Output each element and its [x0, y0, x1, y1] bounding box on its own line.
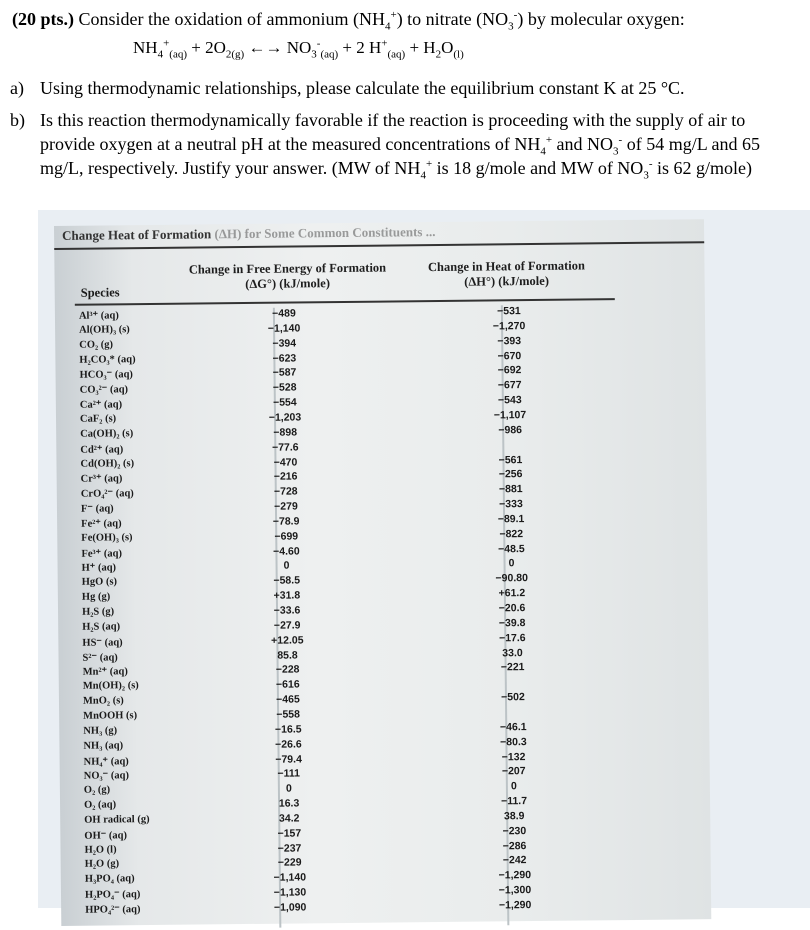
free-energy-cell: +12.05	[271, 634, 304, 647]
heat-formation-cell: −502	[501, 691, 525, 704]
species-cell: Al³⁺ (aq)	[78, 310, 119, 322]
species-cell: Fe³⁺ (aq)	[81, 547, 122, 560]
species-header: Species	[80, 285, 120, 300]
heat-formation-cell: −881	[498, 483, 523, 496]
species-cell: CrO₄²⁻ (aq)	[80, 488, 134, 500]
species-cell: NH₃ (g)	[83, 725, 118, 737]
heat-formation-cell: −207	[501, 765, 526, 778]
species-cell: O₂ (g)	[83, 784, 111, 796]
part-b: b) Is this reaction thermodynamically favorable if the reaction is proceeding with the supply of air to provide oxygen at a neutral pH at the measured concentrations of $NH_4^+$ and $NO_3^-$ of 54 mg/L and 65 mg/L, respectively. Justify your answer. (MW of $NH_4^+$ is 18 g/mole and MW of $NO_3^-$ is 62 g/mole)	[10, 110, 761, 182]
heat-formation-cell: −677	[497, 379, 522, 392]
heat-formation-cell: −1,290	[498, 899, 532, 912]
species-cell: CO₂ (g)	[79, 339, 114, 351]
free-energy-cell: −898	[273, 426, 298, 439]
free-energy-cell: −465	[276, 693, 300, 706]
heat-formation-cell: −39.8	[498, 616, 526, 630]
free-energy-cell: −33.6	[273, 604, 301, 617]
species-cell: O₂ (aq)	[84, 799, 117, 811]
species-cell: NO₃⁻ (aq)	[83, 770, 129, 783]
free-energy-cell: −237	[277, 842, 302, 855]
free-energy-cell: −1,090	[273, 901, 307, 914]
heat-formation-cell: −531	[497, 305, 521, 318]
free-energy-cell: −4.60	[273, 545, 300, 558]
free-energy-cell: −228	[275, 663, 300, 677]
heat-formation-cell: 0	[508, 557, 515, 570]
species-cell: Al(OH)₃ (s)	[79, 324, 130, 336]
free-energy-header: Change in Free Energy of Formation (ΔG°) (kJ/mole)	[188, 260, 387, 291]
species-cell: H₃PO₄ (aq)	[84, 873, 135, 886]
heat-formation-cell: −670	[497, 349, 522, 362]
table-sheet	[54, 219, 711, 926]
points-label: (20 pts.)	[12, 9, 74, 29]
heat-formation-cell: −221	[500, 661, 525, 674]
species-cell: OH⁻ (aq)	[84, 830, 128, 842]
heat-formation-cell: 38.9	[503, 809, 525, 823]
free-energy-cell: −554	[272, 396, 297, 409]
heat-formation-cell: −242	[502, 854, 527, 867]
free-energy-cell: 34.2	[278, 812, 300, 825]
species-cell: Ca(OH)₂ (s)	[80, 427, 134, 440]
free-energy-cell: 0	[283, 559, 290, 573]
heat-formation-cell: −692	[497, 364, 522, 377]
heat-formation-cell: −48.5	[498, 542, 525, 555]
free-energy-cell: −528	[272, 381, 297, 394]
species-cell: NH₃ (aq)	[83, 739, 124, 752]
free-energy-cell: −58.5	[273, 574, 301, 588]
heat-formation-cell: −986	[498, 423, 523, 437]
free-energy-cell: −1,203	[268, 411, 302, 424]
heat-formation-cell: −561	[498, 453, 523, 466]
heat-formation-cell: −286	[502, 839, 527, 852]
species-cell: HPO₄²⁻ (aq)	[85, 904, 141, 916]
heat-formation-cell: −1,270	[492, 319, 526, 333]
heat-formation-cell: −11.7	[500, 795, 528, 808]
species-cell: H₂O (l)	[84, 843, 117, 856]
species-cell: Fe(OH)₃ (s)	[81, 531, 133, 544]
heat-formation-cell: −80.3	[500, 735, 527, 748]
heat-formation-cell: −543	[497, 394, 522, 407]
free-energy-cell: −216	[273, 470, 298, 484]
reaction-equation: $NH_4^+_{(aq)} + 2O_{2(g)}$ ←→ $NO_3^-_{(aq)} + 2$ $H^+_{(aq)} + H_2O_{(l)}$	[133, 37, 464, 61]
species-cell: OH radical (g)	[84, 813, 150, 826]
heat-formation-cell	[479, 706, 547, 707]
species-cell: F⁻ (aq)	[80, 503, 114, 515]
table-title: Change Heat of Formation (ΔH) for Some Common Constituents ...	[62, 224, 436, 243]
species-cell: Hg (g)	[81, 591, 111, 603]
species-cell: HgO (s)	[81, 576, 118, 589]
free-energy-cell: −157	[277, 827, 302, 840]
species-cell: H₂O (g)	[84, 858, 120, 871]
heat-formation-cell: 33.0	[502, 646, 523, 659]
free-energy-cell: −1,140	[273, 871, 307, 885]
species-cell: Cd(OH)₂ (s)	[80, 457, 135, 470]
species-cell: Ca²⁺ (aq)	[79, 399, 123, 411]
free-energy-cell: −279	[274, 500, 298, 513]
free-energy-cell: −470	[273, 455, 298, 469]
species-cell: HCO₃⁻ (aq)	[79, 369, 133, 382]
heat-formation-cell: −1,300	[498, 884, 532, 897]
heat-formation-cell: −333	[499, 498, 523, 511]
free-energy-cell: −78.9	[272, 515, 300, 528]
species-cell: HS⁻ (aq)	[82, 636, 123, 649]
free-energy-cell: −229	[277, 856, 302, 870]
free-energy-cell: 16.3	[278, 797, 300, 810]
table-photo	[38, 210, 810, 916]
species-cell: H₂PO₄⁻ (aq)	[84, 889, 141, 901]
heat-formation-cell: −256	[498, 468, 523, 481]
heat-formation-cell: −822	[499, 527, 524, 541]
free-energy-cell: −16.5	[274, 723, 302, 736]
free-energy-cell: +31.8	[273, 589, 301, 602]
heat-formation-cell: −1,290	[498, 869, 532, 882]
free-energy-cell: −1,140	[267, 322, 301, 335]
species-cell: NH₄⁺ (aq)	[83, 755, 129, 768]
free-energy-cell: −558	[276, 708, 301, 721]
free-energy-cell: −1,130	[273, 886, 307, 899]
species-cell: Mn²⁺ (aq)	[82, 666, 128, 679]
heat-formation-cell: −90.80	[495, 572, 528, 585]
heat-formation-cell: −89.1	[497, 512, 525, 526]
species-cell: H⁺ (aq)	[81, 562, 117, 575]
part-b-label: b)	[10, 110, 25, 130]
heat-formation-cell	[476, 439, 544, 440]
free-energy-cell: −27.9	[273, 619, 301, 632]
part-a	[10, 76, 780, 100]
species-cell: H₂S (g)	[81, 606, 115, 618]
free-energy-cell: −77.6	[271, 441, 299, 454]
heat-formation-cell	[479, 676, 547, 677]
species-cell: Cr³⁺ (aq)	[80, 473, 123, 486]
heat-formation-cell: −46.1	[499, 720, 527, 734]
heat-formation-header: Change in Heat of Formation (ΔH°) (kJ/mole)	[427, 258, 585, 289]
heat-formation-cell: 0	[510, 780, 517, 793]
heat-formation-cell: −132	[501, 750, 526, 763]
part-a-text: Using thermodynamic relationships, please calculate the equilibrium constant K at 25 °C.	[40, 78, 685, 98]
free-energy-cell: −489	[272, 307, 296, 320]
free-energy-cell: 85.8	[277, 649, 298, 662]
free-energy-cell: −394	[272, 337, 297, 350]
species-cell: Cd²⁺ (aq)	[80, 443, 124, 456]
species-cell: CaF₂ (s)	[79, 413, 117, 425]
part-a-label: a)	[10, 78, 24, 98]
species-cell: S²⁻ (aq)	[82, 651, 118, 664]
heat-formation-cell: −393	[497, 334, 522, 348]
equilibrium-arrow: ←→	[244, 38, 287, 57]
heat-formation-cell: −1,107	[493, 409, 527, 422]
free-energy-cell: −728	[273, 485, 298, 498]
free-energy-cell: −79.4	[275, 752, 302, 766]
question-intro: (20 pts.) Consider the oxidation of ammonium $(NH_4^+)$ to nitrate $(NO_3^-)$ by molecular oxygen:	[12, 9, 685, 33]
species-cell: MnOOH (s)	[83, 710, 138, 722]
free-energy-cell: 0	[285, 782, 292, 795]
species-cell: Fe²⁺ (aq)	[81, 518, 122, 530]
species-cell: H₂CO₃* (aq)	[79, 353, 136, 366]
free-energy-cell: −616	[275, 678, 300, 691]
species-cell: H₂S (aq)	[82, 621, 121, 633]
free-energy-cell: −623	[272, 352, 297, 365]
species-cell: CO₃²⁻ (aq)	[79, 384, 129, 396]
free-energy-cell: −699	[274, 530, 299, 543]
free-energy-cell: −26.6	[275, 738, 302, 751]
heat-formation-cell: −20.6	[498, 602, 526, 615]
heat-formation-cell: +61.2	[498, 587, 526, 600]
species-cell: MnO₂ (s)	[82, 695, 124, 707]
table-row	[61, 897, 711, 915]
heat-formation-cell: −230	[502, 824, 527, 838]
heat-formation-cell: −17.6	[498, 631, 526, 645]
species-cell: Mn(OH)₂ (s)	[82, 680, 139, 692]
free-energy-cell: −587	[272, 366, 297, 380]
free-energy-cell: −111	[277, 767, 301, 781]
